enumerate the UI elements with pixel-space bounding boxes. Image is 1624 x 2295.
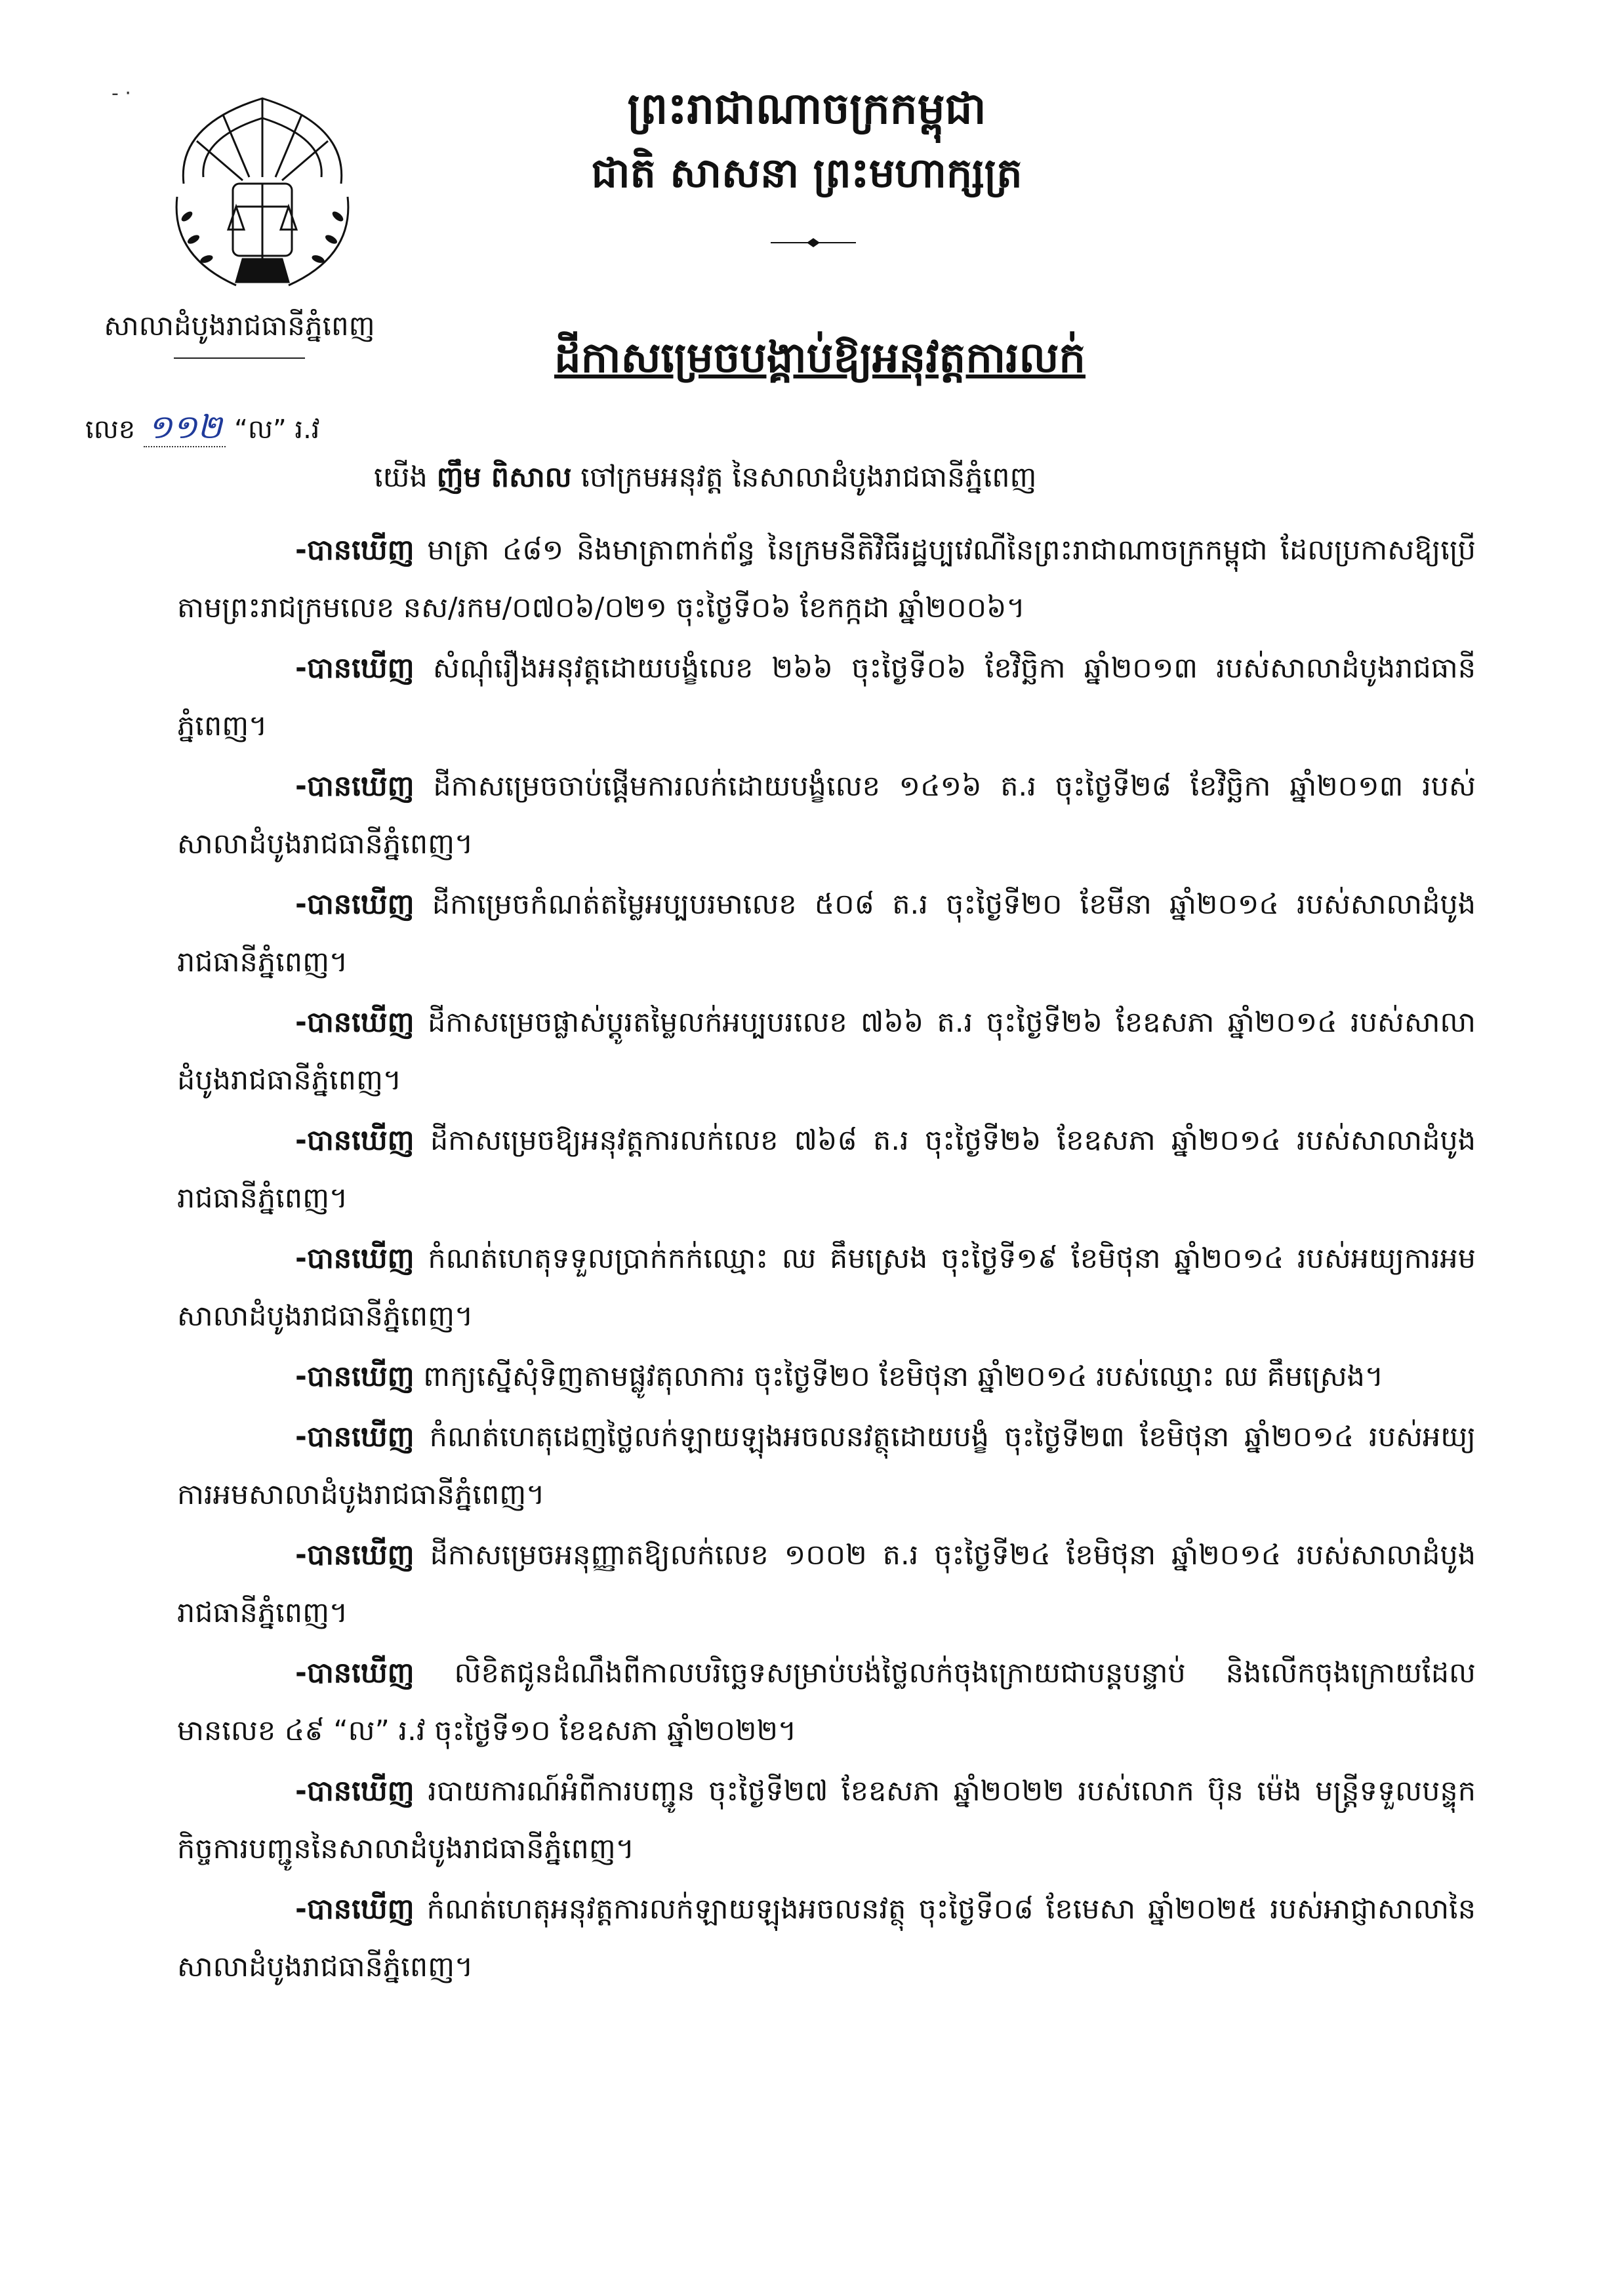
court-name: សាលាដំបូងរាជធានីភ្នំពេញ [104, 310, 375, 342]
clause-item [177, 1408, 1476, 1524]
clause-lead: -បានឃើញ [295, 1421, 415, 1453]
clause-item [177, 1644, 1476, 1760]
clause-lead: -បានឃើញ [295, 1775, 415, 1808]
intro-suffix: ចៅក្រមអនុវត្ត នៃសាលាដំបូងរាជធានីភ្នំពេញ [580, 461, 1037, 494]
clause-item [177, 1348, 1476, 1406]
ornament-divider-icon [771, 236, 856, 249]
clause-lead: -បានឃើញ [295, 652, 415, 685]
intro-prefix: យើង [374, 461, 428, 494]
clause-lead: -បានឃើញ [295, 888, 415, 921]
clause-text: ដីកាសម្រេចផ្លាស់ប្តូរតម្លៃលក់អប្បបរលេខ ៧៦៦ ត.រ ចុះថ្ងៃទី២៦ ខែឧសភា ឆ្នាំ២០១៤ របស់សាលាដំបូងរាជធានីភ្នំពេញ។ [177, 1006, 1476, 1097]
document-title: ដីកាសម្រេចបង្គាប់ឱ្យអនុវត្តការលក់ [554, 333, 1086, 382]
intro-line [374, 459, 1489, 500]
document-number-label: លេខ [85, 415, 136, 445]
clause-lead: -បានឃើញ [295, 770, 415, 803]
clause-item [177, 640, 1476, 755]
court-name-divider [174, 357, 305, 359]
clause-lead: -បានឃើញ [295, 1006, 415, 1039]
clause-item [177, 994, 1476, 1109]
clause-item [177, 758, 1476, 873]
clause-item [177, 1526, 1476, 1642]
document-number-value: ១១២ [144, 408, 226, 447]
clause-text: ដីកាសម្រេចចាប់ផ្តើមការលក់ដោយបង្ខំលេខ ១៤១៦ ត.រ ចុះថ្ងៃទី២៨ ខែវិច្ឆិកា ឆ្នាំ២០១៣ របស់សាលាដំបូងរាជធានីភ្នំពេញ។ [177, 770, 1476, 861]
clause-item [177, 1762, 1476, 1878]
clause-lead: -បានឃើញ [295, 1893, 415, 1926]
clause-item [177, 1880, 1476, 1996]
clause-lead: -បានឃើញ [295, 1360, 415, 1393]
clause-text: កំណត់ហេតុអនុវត្តការលក់ឡាយឡុងអចលនវត្ថុ ចុះថ្ងៃទី០៨ ខែមេសា ឆ្នាំ២០២៥ របស់អាជ្ញាសាលានៃសាលាដំបូងរាជធានីភ្នំពេញ។ [177, 1893, 1476, 1983]
court-emblem-icon [157, 85, 367, 302]
kingdom-heading: ព្រះរាជាណាចក្រកម្ពុជា [627, 83, 986, 134]
national-motto: ជាតិ សាសនា ព្រះមហាក្សត្រ [591, 149, 1023, 197]
clause-text: កំណត់ហេតុទទួលប្រាក់កក់ឈ្មោះ ឈ គឹមស្រេង ចុះថ្ងៃទី១៩ ខែមិថុនា ឆ្នាំ២០១៤ របស់អយ្យការអមសាលាដំបូងរាជធានីភ្នំពេញ។ [177, 1242, 1476, 1333]
clause-text: ដីកាសម្រេចអនុញ្ញាតឱ្យលក់លេខ ១០០២ ត.រ ចុះថ្ងៃទី២៤ ខែមិថុនា ឆ្នាំ២០១៤ របស់សាលាដំបូងរាជធានីភ្នំពេញ។ [177, 1539, 1476, 1629]
document-number-suffix: “ល” រ.វ [234, 415, 320, 445]
clause-text: មាត្រា ៤៨១ និងមាត្រាពាក់ព័ន្ធ នៃក្រមនីតិវិធីរដ្ឋប្បវេណីនៃព្រះរាជាណាចក្រកម្ពុជា ដែលប្រកាសឱ្យប្រើតាមព្រះរាជក្រមលេខ នស/រកម/០៧០៦/០២១ ចុះថ្ងៃទី០៦ ខែកក្កដា ឆ្នាំ២០០៦។ [177, 534, 1476, 624]
clause-lead: -បានឃើញ [295, 1124, 415, 1157]
clause-text: លិខិតជូនដំណឹងពីកាលបរិច្ឆេទសម្រាប់បង់ថ្លៃលក់ចុងក្រោយជាបន្តបន្ទាប់ និងលើកចុងក្រោយដែលមានលេខ ៤៩ “ល” រ.វ ចុះថ្ងៃទី១០ ខែឧសភា ឆ្នាំ២០២២។ [177, 1657, 1476, 1747]
clause-item [177, 876, 1476, 991]
clause-text: សំណុំរឿងអនុវត្តដោយបង្ខំលេខ ២៦៦ ចុះថ្ងៃទី០៦ ខែវិច្ឆិកា ឆ្នាំ២០១៣ របស់សាលាដំបូងរាជធានីភ្នំពេញ។ [177, 652, 1476, 742]
document-number [85, 407, 320, 455]
corner-mark: - · [112, 82, 131, 105]
clause-lead: -បានឃើញ [295, 1242, 415, 1275]
judge-name: ញឹម ពិសាល [436, 461, 572, 494]
clause-item [177, 1112, 1476, 1227]
clause-lead: -បានឃើញ [295, 1539, 415, 1572]
clause-text: ដីកាម្រេចកំណត់តម្លៃអប្បបរមាលេខ ៥០៨ ត.រ ចុះថ្ងៃទី២០ ខែមីនា ឆ្នាំ២០១៤ របស់សាលាដំបូងរាជធានីភ្នំពេញ។ [177, 888, 1476, 979]
considerations-list [177, 521, 1476, 1999]
clause-item [177, 521, 1476, 637]
clause-text: ដីកាសម្រេចឱ្យអនុវត្តការលក់លេខ ៧៦៨ ត.រ ចុះថ្ងៃទី២៦ ខែឧសភា ឆ្នាំ២០១៤ របស់សាលាដំបូងរាជធានីភ្នំពេញ។ [177, 1124, 1476, 1215]
clause-item [177, 1230, 1476, 1345]
clause-lead: -បានឃើញ [295, 534, 415, 567]
clause-text: កំណត់ហេតុដេញថ្លៃលក់ឡាយឡុងអចលនវត្ថុដោយបង្ខំ ចុះថ្ងៃទី២៣ ខែមិថុនា ឆ្នាំ២០១៤ របស់អយ្យការអមសាលាដំបូងរាជធានីភ្នំពេញ។ [177, 1421, 1476, 1511]
clause-text: របាយការណ៍អំពីការបញ្ជូន ចុះថ្ងៃទី២៧ ខែឧសភា ឆ្នាំ២០២២ របស់លោក ប៊ុន ម៉េង មន្ត្រីទទួលបន្ទុកកិច្ចការបញ្ជូននៃសាលាដំបូងរាជធានីភ្នំពេញ។ [177, 1775, 1476, 1865]
clause-lead: -បានឃើញ [295, 1657, 415, 1690]
clause-text: ពាក្យស្នើសុំទិញតាមផ្លូវតុលាការ ចុះថ្ងៃទី២០ ខែមិថុនា ឆ្នាំ២០១៤ របស់ឈ្មោះ ឈ គឹមស្រេង។ [423, 1360, 1384, 1393]
